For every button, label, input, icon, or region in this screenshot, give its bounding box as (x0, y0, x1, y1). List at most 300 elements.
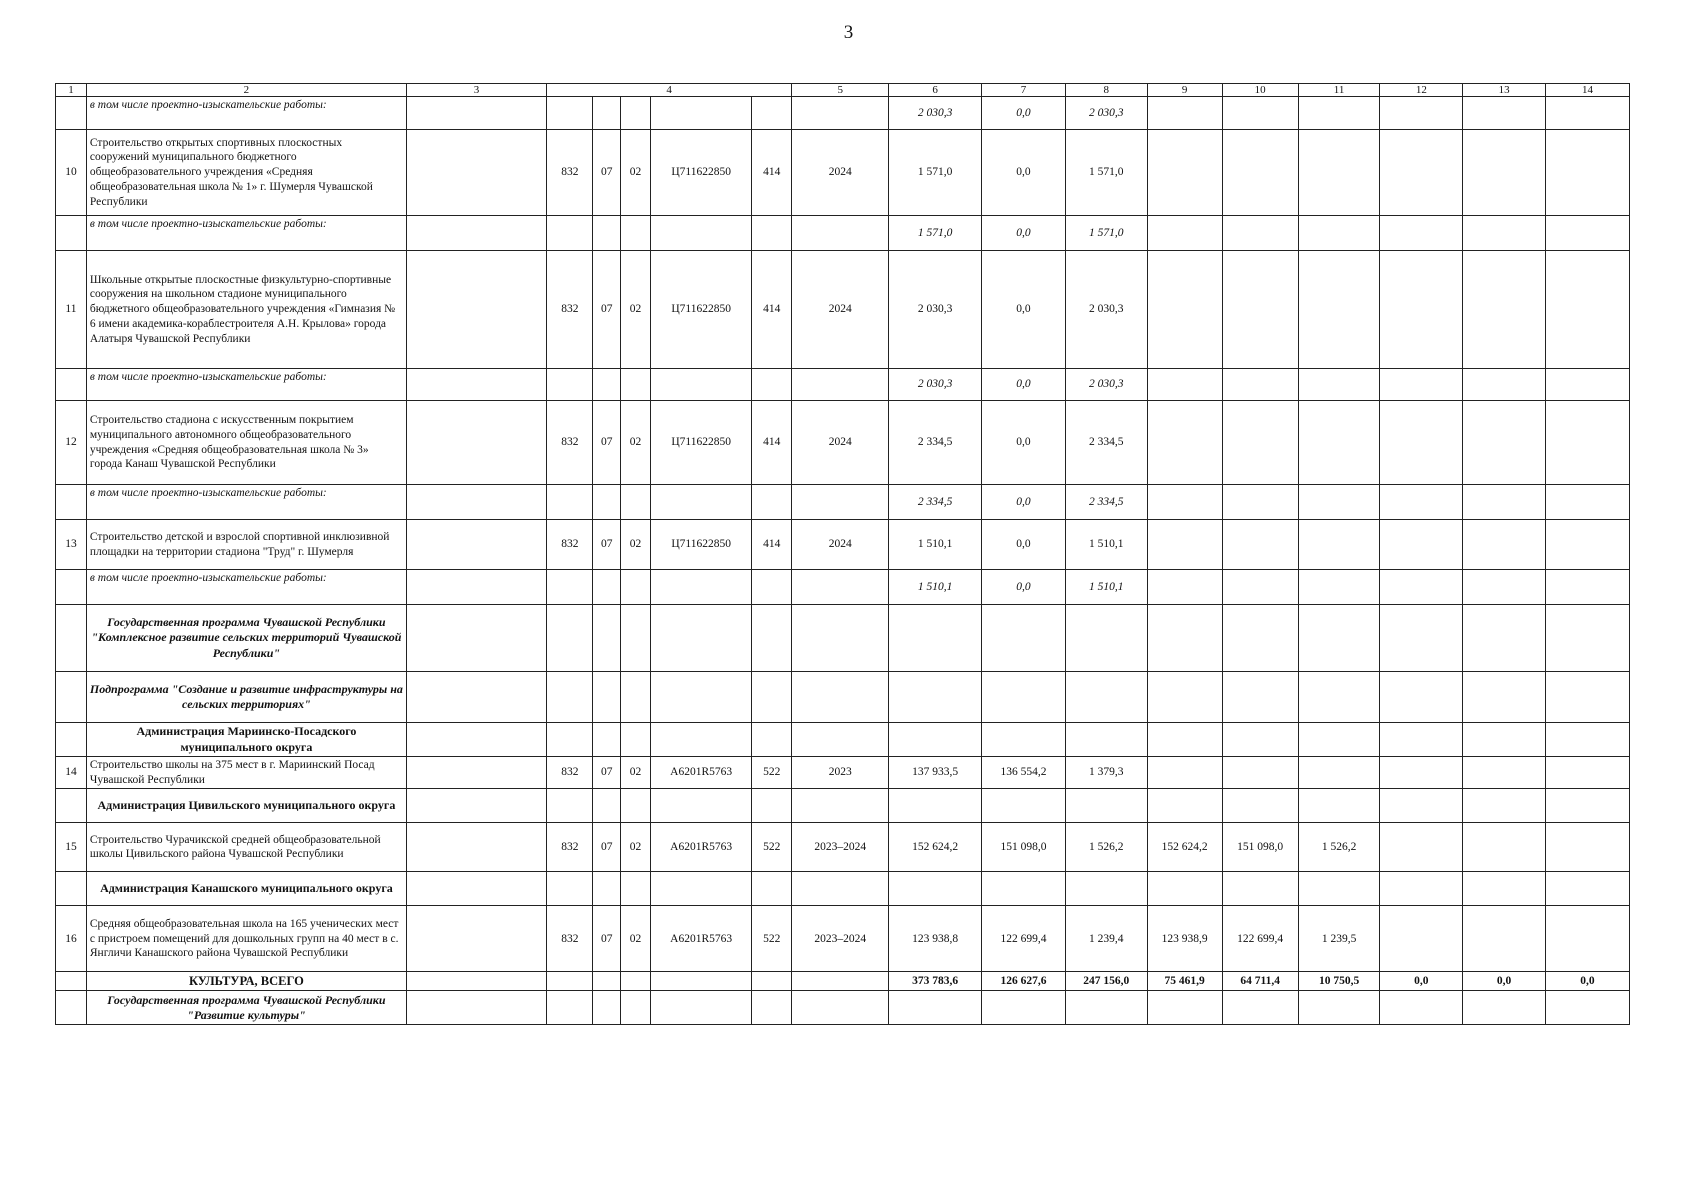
amount-cell: 1 526,2 (1298, 823, 1380, 872)
empty-cell (792, 991, 889, 1025)
empty-cell (1222, 789, 1298, 823)
row-number (56, 216, 87, 251)
object-name: Строительство школы на 375 мест в г. Мариинский Посад Чувашской Республики (86, 757, 406, 789)
column-number: 8 (1065, 84, 1147, 97)
empty-cell (1065, 605, 1147, 672)
empty-cell (792, 872, 889, 906)
amount-cell (1545, 401, 1629, 485)
row-number (56, 97, 87, 130)
amount-cell (1298, 251, 1380, 369)
amount-cell: 1 510,1 (889, 570, 982, 605)
object-name: Строительство открытых спортивных плоскостных сооружений муниципального бюджетного общеобразовательного учреждения «Средняя общеобразовательная школа № 1» г. Шумерля Чувашской Республики (86, 130, 406, 216)
amount-cell (1147, 251, 1222, 369)
empty-cell (1545, 605, 1629, 672)
empty-cell (593, 972, 621, 991)
budget-code: Ц711622850 (650, 130, 752, 216)
amount-cell: 0,0 (982, 401, 1066, 485)
column-number: 4 (547, 84, 792, 97)
amount-cell: 1 571,0 (889, 130, 982, 216)
empty-cell (593, 570, 621, 605)
total-amount-cell: 0,0 (1545, 972, 1629, 991)
row-number: 11 (56, 251, 87, 369)
object-name: Строительство стадиона с искусственным покрытием муниципального автономного общеобразовательного учреждения «Средняя общеобразовательная школа № 3» города Канаш Чувашской Республики (86, 401, 406, 485)
amount-cell (1298, 401, 1380, 485)
table-row (56, 97, 1630, 130)
object-name: Школьные открытые плоскостные физкультурно-спортивные сооружения на школьном стадионе муниципального бюджетного общеобразовательного учреждения «Гимназия № 6 имени академика-кораблестроителя А.Н. Крылова» города Алатыря Чувашской Республики (86, 251, 406, 369)
row-number: 13 (56, 520, 87, 570)
program-title: Государственная программа Чувашской Республики "Комплексное развитие сельских территорий Чувашской Республики" (86, 605, 406, 672)
row-number (56, 485, 87, 520)
column-number: 3 (406, 84, 546, 97)
amount-cell: 137 933,5 (889, 757, 982, 789)
table-row (56, 823, 1630, 872)
amount-cell: 1 510,1 (1065, 520, 1147, 570)
amount-cell: 151 098,0 (1222, 823, 1298, 872)
amount-cell (1147, 97, 1222, 130)
amount-cell: 136 554,2 (982, 757, 1066, 789)
amount-cell: 2 030,3 (1065, 251, 1147, 369)
budget-code: 07 (593, 130, 621, 216)
col3-cell (406, 906, 546, 972)
empty-cell (792, 369, 889, 401)
empty-cell (593, 789, 621, 823)
table-row (56, 251, 1630, 369)
empty-cell (593, 216, 621, 251)
budget-code: 414 (752, 401, 792, 485)
empty-cell (593, 485, 621, 520)
amount-cell (1463, 757, 1546, 789)
amount-cell (1463, 520, 1546, 570)
amount-cell (1545, 823, 1629, 872)
amount-cell (1298, 570, 1380, 605)
budget-code: А6201R5763 (650, 823, 752, 872)
amount-cell: 122 699,4 (1222, 906, 1298, 972)
empty-cell (1463, 672, 1546, 723)
empty-cell (1222, 991, 1298, 1025)
empty-cell (593, 97, 621, 130)
budget-code: 02 (621, 401, 651, 485)
budget-code: 832 (547, 906, 593, 972)
amount-cell (1545, 130, 1629, 216)
amount-cell: 1 239,4 (1065, 906, 1147, 972)
amount-cell (1298, 216, 1380, 251)
amount-cell (1147, 401, 1222, 485)
empty-cell (792, 97, 889, 130)
empty-cell (650, 605, 752, 672)
table-row (56, 789, 1630, 823)
budget-code: 832 (547, 251, 593, 369)
year-cell: 2024 (792, 130, 889, 216)
empty-cell (621, 972, 651, 991)
column-number: 10 (1222, 84, 1298, 97)
empty-cell (547, 605, 593, 672)
amount-cell (1147, 570, 1222, 605)
empty-cell (621, 605, 651, 672)
column-number: 14 (1545, 84, 1629, 97)
table-row (56, 570, 1630, 605)
empty-cell (1222, 605, 1298, 672)
column-number: 1 (56, 84, 87, 97)
empty-cell (1298, 672, 1380, 723)
empty-cell (547, 972, 593, 991)
empty-cell (406, 97, 546, 130)
amount-cell (1147, 485, 1222, 520)
amount-cell (1298, 757, 1380, 789)
amount-cell (1222, 216, 1298, 251)
empty-cell (406, 216, 546, 251)
year-cell: 2023 (792, 757, 889, 789)
empty-cell (1380, 605, 1463, 672)
amount-cell (1222, 251, 1298, 369)
amount-cell: 122 699,4 (982, 906, 1066, 972)
amount-cell (1380, 401, 1463, 485)
empty-cell (1380, 991, 1463, 1025)
amount-cell (1545, 906, 1629, 972)
budget-code: 02 (621, 906, 651, 972)
amount-cell (1463, 97, 1546, 130)
empty-cell (889, 723, 982, 757)
row-number (56, 991, 87, 1025)
empty-cell (547, 369, 593, 401)
administration-title: Администрация Мариинско-Посадского муниципального округа (86, 723, 406, 757)
budget-code: 522 (752, 906, 792, 972)
subtotal-label: в том числе проектно-изыскательские работы: (86, 369, 406, 401)
empty-cell (547, 991, 593, 1025)
empty-cell (1147, 605, 1222, 672)
administration-title: Администрация Цивильского муниципального округа (86, 789, 406, 823)
empty-cell (792, 789, 889, 823)
empty-cell (593, 723, 621, 757)
empty-cell (547, 485, 593, 520)
empty-cell (621, 485, 651, 520)
empty-cell (593, 872, 621, 906)
empty-cell (982, 991, 1066, 1025)
amount-cell: 1 510,1 (889, 520, 982, 570)
total-amount-cell: 373 783,6 (889, 972, 982, 991)
amount-cell (1147, 757, 1222, 789)
budget-code: 832 (547, 757, 593, 789)
empty-cell (889, 672, 982, 723)
amount-cell (1298, 130, 1380, 216)
empty-cell (792, 216, 889, 251)
budget-code: 832 (547, 823, 593, 872)
object-name: Строительство детской и взрослой спортивной инклюзивной площадки на территории стадиона "Труд" г. Шумерля (86, 520, 406, 570)
empty-cell (650, 972, 752, 991)
empty-cell (650, 97, 752, 130)
total-amount-cell: 10 750,5 (1298, 972, 1380, 991)
empty-cell (650, 723, 752, 757)
amount-cell (1222, 401, 1298, 485)
budget-code: 414 (752, 130, 792, 216)
empty-cell (1222, 672, 1298, 723)
amount-cell (1463, 130, 1546, 216)
budget-code: 07 (593, 906, 621, 972)
empty-cell (982, 872, 1066, 906)
empty-cell (792, 723, 889, 757)
empty-cell (1545, 991, 1629, 1025)
empty-cell (1545, 723, 1629, 757)
row-number (56, 369, 87, 401)
budget-code: 414 (752, 520, 792, 570)
empty-cell (982, 723, 1066, 757)
amount-cell (1380, 251, 1463, 369)
total-amount-cell: 0,0 (1463, 972, 1546, 991)
amount-cell: 1 571,0 (889, 216, 982, 251)
budget-code: А6201R5763 (650, 906, 752, 972)
table-row (56, 872, 1630, 906)
amount-cell: 1 239,5 (1298, 906, 1380, 972)
empty-cell (752, 672, 792, 723)
empty-cell (1545, 672, 1629, 723)
amount-cell (1463, 823, 1546, 872)
table-row (56, 401, 1630, 485)
empty-cell (406, 991, 546, 1025)
budget-code: А6201R5763 (650, 757, 752, 789)
subtotal-label: в том числе проектно-изыскательские работы: (86, 570, 406, 605)
amount-cell (1380, 823, 1463, 872)
amount-cell (1298, 369, 1380, 401)
year-cell: 2023–2024 (792, 823, 889, 872)
budget-code: 02 (621, 130, 651, 216)
amount-cell (1147, 369, 1222, 401)
empty-cell (792, 570, 889, 605)
amount-cell: 1 379,3 (1065, 757, 1147, 789)
row-number: 10 (56, 130, 87, 216)
amount-cell (1380, 570, 1463, 605)
empty-cell (1298, 605, 1380, 672)
empty-cell (752, 485, 792, 520)
amount-cell (1222, 520, 1298, 570)
empty-cell (1545, 789, 1629, 823)
empty-cell (621, 672, 651, 723)
col3-cell (406, 757, 546, 789)
empty-cell (406, 789, 546, 823)
budget-code: 02 (621, 757, 651, 789)
amount-cell (1298, 520, 1380, 570)
amount-cell: 2 334,5 (889, 485, 982, 520)
column-number: 6 (889, 84, 982, 97)
amount-cell (1463, 401, 1546, 485)
col3-cell (406, 401, 546, 485)
amount-cell (1380, 485, 1463, 520)
empty-cell (1222, 723, 1298, 757)
empty-cell (982, 605, 1066, 672)
amount-cell: 0,0 (982, 251, 1066, 369)
empty-cell (406, 605, 546, 672)
empty-cell (752, 789, 792, 823)
empty-cell (792, 605, 889, 672)
empty-cell (621, 570, 651, 605)
row-number: 16 (56, 906, 87, 972)
empty-cell (752, 369, 792, 401)
amount-cell (1545, 570, 1629, 605)
row-number (56, 605, 87, 672)
empty-cell (1298, 872, 1380, 906)
object-name: Строительство Чурачикской средней общеобразовательной школы Цивильского района Чувашской Республики (86, 823, 406, 872)
amount-cell (1222, 369, 1298, 401)
amount-cell: 1 526,2 (1065, 823, 1147, 872)
amount-cell (1463, 570, 1546, 605)
empty-cell (752, 570, 792, 605)
empty-cell (650, 991, 752, 1025)
table-row (56, 369, 1630, 401)
row-number: 14 (56, 757, 87, 789)
amount-cell (1147, 216, 1222, 251)
budget-code: 07 (593, 520, 621, 570)
budget-code: 07 (593, 823, 621, 872)
empty-cell (547, 672, 593, 723)
budget-code: 522 (752, 757, 792, 789)
budget-code: Ц711622850 (650, 520, 752, 570)
empty-cell (650, 789, 752, 823)
row-number (56, 672, 87, 723)
amount-cell (1545, 369, 1629, 401)
amount-cell (1222, 97, 1298, 130)
budget-code: 02 (621, 520, 651, 570)
table-row (56, 130, 1630, 216)
amount-cell (1545, 251, 1629, 369)
empty-cell (1065, 672, 1147, 723)
amount-cell: 123 938,8 (889, 906, 982, 972)
amount-cell (1545, 216, 1629, 251)
empty-cell (792, 485, 889, 520)
amount-cell (1380, 757, 1463, 789)
subtotal-label: в том числе проектно-изыскательские работы: (86, 216, 406, 251)
amount-cell: 2 030,3 (889, 97, 982, 130)
empty-cell (593, 369, 621, 401)
budget-code: 02 (621, 823, 651, 872)
subtotal-label: в том числе проектно-изыскательские работы: (86, 97, 406, 130)
amount-cell: 2 334,5 (889, 401, 982, 485)
program-title: Государственная программа Чувашской Республики "Развитие культуры" (86, 991, 406, 1025)
budget-code: Ц711622850 (650, 401, 752, 485)
amount-cell: 2 030,3 (889, 251, 982, 369)
amount-cell (1545, 520, 1629, 570)
empty-cell (650, 485, 752, 520)
empty-cell (752, 216, 792, 251)
total-amount-cell: 126 627,6 (982, 972, 1066, 991)
empty-cell (406, 570, 546, 605)
table-row (56, 991, 1630, 1025)
column-number: 7 (982, 84, 1066, 97)
empty-cell (1380, 872, 1463, 906)
empty-cell (621, 723, 651, 757)
empty-cell (547, 570, 593, 605)
amount-cell: 0,0 (982, 520, 1066, 570)
amount-cell: 1 571,0 (1065, 216, 1147, 251)
amount-cell: 2 030,3 (1065, 97, 1147, 130)
budget-code: 522 (752, 823, 792, 872)
table-row (56, 216, 1630, 251)
amount-cell (1545, 97, 1629, 130)
col3-cell (406, 130, 546, 216)
empty-cell (1463, 991, 1546, 1025)
budget-code: 02 (621, 251, 651, 369)
empty-cell (650, 672, 752, 723)
empty-cell (547, 789, 593, 823)
year-cell: 2024 (792, 251, 889, 369)
budget-code: 07 (593, 757, 621, 789)
amount-cell (1298, 485, 1380, 520)
empty-cell (1298, 991, 1380, 1025)
amount-cell (1222, 757, 1298, 789)
administration-title: Администрация Канашского муниципального округа (86, 872, 406, 906)
amount-cell (1380, 97, 1463, 130)
row-number (56, 789, 87, 823)
empty-cell (1463, 789, 1546, 823)
table-row (56, 485, 1630, 520)
empty-cell (1065, 723, 1147, 757)
empty-cell (982, 672, 1066, 723)
amount-cell (1545, 757, 1629, 789)
empty-cell (1298, 723, 1380, 757)
empty-cell (593, 672, 621, 723)
table-row (56, 605, 1630, 672)
empty-cell (650, 369, 752, 401)
empty-cell (406, 972, 546, 991)
amount-cell: 1 510,1 (1065, 570, 1147, 605)
amount-cell (1380, 369, 1463, 401)
empty-cell (982, 789, 1066, 823)
empty-cell (406, 723, 546, 757)
empty-cell (547, 872, 593, 906)
amount-cell: 0,0 (982, 216, 1066, 251)
row-number (56, 570, 87, 605)
total-amount-cell: 0,0 (1380, 972, 1463, 991)
empty-cell (621, 369, 651, 401)
amount-cell: 0,0 (982, 570, 1066, 605)
amount-cell (1545, 485, 1629, 520)
budget-code: 07 (593, 401, 621, 485)
column-number: 13 (1463, 84, 1546, 97)
table-row (56, 972, 1630, 991)
column-number-row (56, 84, 1630, 97)
year-cell: 2024 (792, 520, 889, 570)
empty-cell (1222, 872, 1298, 906)
amount-cell: 2 030,3 (1065, 369, 1147, 401)
object-name: Средняя общеобразовательная школа на 165 ученических мест с пристроем помещений для дошкольных групп на 40 мест в с. Янгличи Канашского района Чувашской Республики (86, 906, 406, 972)
empty-cell (1463, 605, 1546, 672)
total-amount-cell: 75 461,9 (1147, 972, 1222, 991)
amount-cell (1222, 130, 1298, 216)
amount-cell (1380, 216, 1463, 251)
empty-cell (1147, 991, 1222, 1025)
empty-cell (621, 216, 651, 251)
budget-code: 832 (547, 520, 593, 570)
empty-cell (406, 485, 546, 520)
empty-cell (547, 97, 593, 130)
empty-cell (752, 872, 792, 906)
empty-cell (1065, 789, 1147, 823)
budget-code: 832 (547, 401, 593, 485)
subtotal-label: в том числе проектно-изыскательские работы: (86, 485, 406, 520)
row-number: 12 (56, 401, 87, 485)
amount-cell: 2 334,5 (1065, 485, 1147, 520)
page-number: 3 (843, 22, 854, 43)
amount-cell: 151 098,0 (982, 823, 1066, 872)
empty-cell (547, 723, 593, 757)
amount-cell (1380, 520, 1463, 570)
column-number: 11 (1298, 84, 1380, 97)
table-row (56, 672, 1630, 723)
empty-cell (621, 991, 651, 1025)
empty-cell (621, 789, 651, 823)
empty-cell (1065, 872, 1147, 906)
empty-cell (1463, 872, 1546, 906)
table-row (56, 906, 1630, 972)
empty-cell (1147, 723, 1222, 757)
total-amount-cell: 247 156,0 (1065, 972, 1147, 991)
